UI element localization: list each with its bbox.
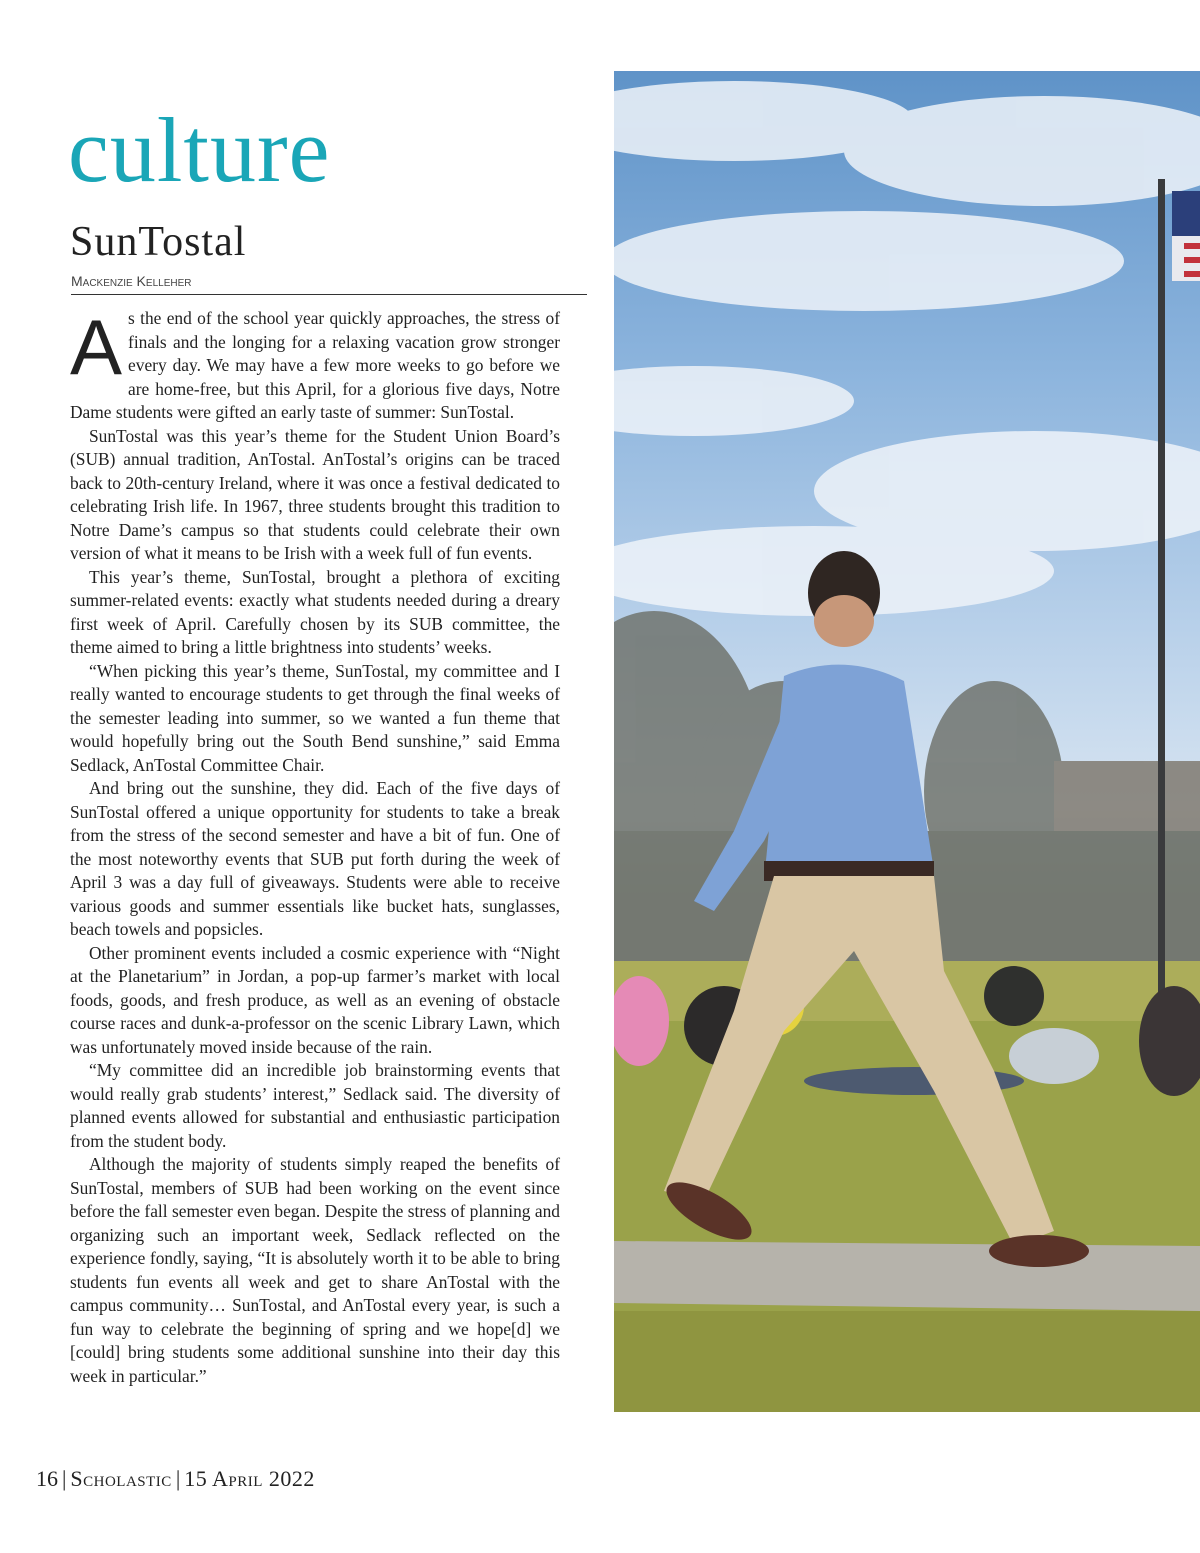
paragraph: “My committee did an incredible job brainstorming events that would really grab students’ interest,” Sedlack said. The diversity of planned events allowed for substantial and enthusiastic participation from the student body. — [70, 1060, 560, 1151]
footer-separator: | — [175, 1466, 181, 1491]
flagpole — [1158, 179, 1165, 999]
article-body — [70, 303, 560, 1388]
page-number: 16 — [36, 1466, 58, 1491]
flag — [1172, 191, 1200, 281]
paragraph: “When picking this year’s theme, SunTostal, my committee and I really wanted to encourage students to get through the final weeks of the semester leading into summer, so we wanted a fun theme that would hopefully bring out the South Bend sunshine,” said Emma Sedlack, AnTostal Committee Chair. — [70, 660, 560, 775]
sidewalk — [614, 1241, 1200, 1311]
footer-separator: | — [62, 1466, 67, 1491]
issue-date: 15 April 2022 — [184, 1466, 315, 1491]
section-title: culture — [68, 99, 331, 201]
page-footer — [36, 1466, 315, 1492]
magazine-name: Scholastic — [70, 1466, 172, 1491]
paragraph-text: s the end of the school year quickly approaches, the stress of finals and the longing for a relaxing vacation grow stronger every day. We may have a few more weeks to go before we are home-free, but this April, for a glorious five days, Notre Dame students were gifted an early taste of summer: SunTostal. — [70, 308, 560, 422]
paragraph: Other prominent events included a cosmic experience with “Night at the Planetarium” in Jordan, a pop-up farmer’s market with local foods, goods, and fresh produce, as well as an evening of obstacle course races and dunk-a-professor on the scenic Library Lawn, which was unfortunately moved inside because of the rain. — [70, 942, 560, 1057]
photo-illustration — [614, 71, 1200, 1412]
campus-photo — [614, 71, 1200, 1412]
cloud-shapes — [614, 81, 1200, 616]
paragraph: And bring out the sunshine, they did. Each of the five days of SunTostal offered a unique opportunity for students to take a break from the stress of the second semester and have a bit of fun. One of the most noteworthy events that SUB put forth during the week of April 3 was a day full of giveaways. Students were able to receive various goods and summer essentials like bucket hats, sunglasses, beach towels and popsicles. — [70, 778, 560, 939]
paragraph: Although the majority of students simply reaped the benefits of SunTostal, members of SUB had been working on the event since before the fall semester even began. Despite the stress of planning and organizing such an important week, Sedlack reflected on the experience fondly, saying, “It is absolutely worth it to be able to bring students fun events all week and get to share AnTostal with the campus community… SunTostal, and AnTostal every year, is such a fun way to celebrate the beginning of spring and we hope[d] we [could] bring students some additional sunshine into their day this week in particular.” — [70, 1154, 560, 1386]
article-headline: SunTostal — [70, 219, 247, 265]
paragraph — [70, 303, 560, 425]
paragraph: This year’s theme, SunTostal, brought a plethora of exciting summer-related events: exactly what students needed during a dreary first week of April. Carefully chosen by its SUB committee, the theme aimed to bring a little brightness into students’ weeks. — [70, 566, 560, 657]
author-byline: Mackenzie Kelleher — [71, 272, 587, 295]
paragraph: SunTostal was this year’s theme for the Student Union Board’s (SUB) annual tradition, AnTostal. AnTostal’s origins can be traced back to 20th-century Ireland, where it was once a festival dedicated to celebrating Irish life. In 1967, three students brought this tradition to Notre Dame’s campus so that students could celebrate their own version of what it means to be Irish with a week full of fun events. — [70, 425, 560, 563]
drop-cap: A — [70, 303, 123, 391]
